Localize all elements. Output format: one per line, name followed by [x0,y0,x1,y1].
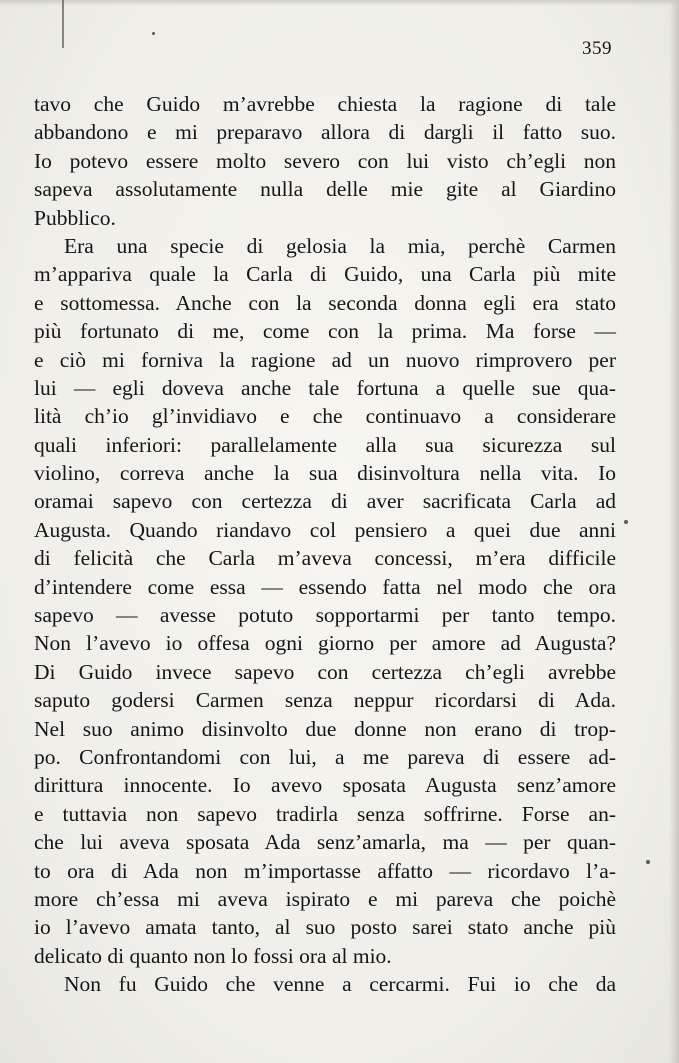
text-line: po. Confrontandomi con lui, a me pareva di essere ad- [34,744,616,769]
text-line: Io potevo essere molto severo con lui visto ch’egli non [34,148,616,173]
text-line: saputo godersi Carmen senza neppur ricordarsi di Ada. [34,688,616,713]
text-line: e tuttavia non sapevo tradirla senza soffrirne. Forse an- [34,801,616,826]
text-line: violino, correva anche la sua disinvoltura nella vita. Io [34,461,616,486]
text-line: che lui aveva sposata Ada senz’amarla, ma — per quan- [34,830,616,855]
body-text [34,90,616,999]
text-line: e sottomessa. Anche con la seconda donna egli era stato [34,290,616,315]
text-line: lui — egli doveva anche tale fortuna a quelle sue qua- [34,375,616,400]
text-line: m’appariva quale la Carla di Guido, una Carla più mite [34,262,616,287]
text-line: più fortunato di me, come con la prima. Ma forse — [34,319,616,344]
text-line: abbandono e mi preparavo allora di dargli il fatto suo. [34,120,616,145]
text-line: Augusta. Quando riandavo col pensiero a quei due anni [34,517,616,542]
binding-mark [62,0,64,48]
text-line: more ch’essa mi aveva ispirato e mi pareva che poichè [34,886,616,911]
text-line: Pubblico. [34,205,116,230]
print-speck [152,32,155,35]
text-line: sapevo — avesse potuto sopportarmi per tanto tempo. [34,603,616,628]
text-line: quali inferiori: parallelamente alla sua sicurezza sul [34,432,616,457]
paragraph-first-line: Era una specie di gelosia la mia, perchè Carmen [64,233,616,258]
text-line: tavo che Guido m’avrebbe chiesta la ragione di tale [34,92,616,116]
text-line: delicato di quanto non lo fossi ora al mio. [34,943,392,968]
text-line: Non l’avevo io offesa ogni giorno per amore ad Augusta? [34,631,616,656]
text-line: Nel suo animo disinvolto due donne non erano di trop- [34,716,616,741]
print-speck [624,520,628,524]
text-line: dirittura innocente. Io avevo sposata Augusta senz’amore [34,773,616,798]
text-line: oramai sapevo con certezza di aver sacrificata Carla ad [34,489,616,514]
page-number: 359 [582,38,612,59]
text-line: io l’avevo amata tanto, al suo posto sarei stato anche più [34,915,616,940]
text-line: di felicità che Carla m’aveva concessi, m’era difficile [34,546,616,571]
text-line: e ciò mi forniva la ragione ad un nuovo rimprovero per [34,347,616,372]
text-line: Di Guido invece sapevo con certezza ch’egli avrebbe [34,659,616,684]
text-line: d’intendere come essa — essendo fatta nel modo che ora [34,574,616,599]
text-line: sapeva assolutamente nulla delle mie gite al Giardino [34,177,616,202]
page-right-shadow [669,0,679,1063]
paragraph-first-line: Non fu Guido che venne a cercarmi. Fui io che da [64,972,616,997]
text-line: lità ch’io gl’invidiavo e che continuavo a considerare [34,404,616,429]
print-speck [646,860,650,864]
page-top-shadow [0,0,679,6]
text-line: to ora di Ada non m’importasse affatto — ricordavo l’a- [34,858,616,883]
